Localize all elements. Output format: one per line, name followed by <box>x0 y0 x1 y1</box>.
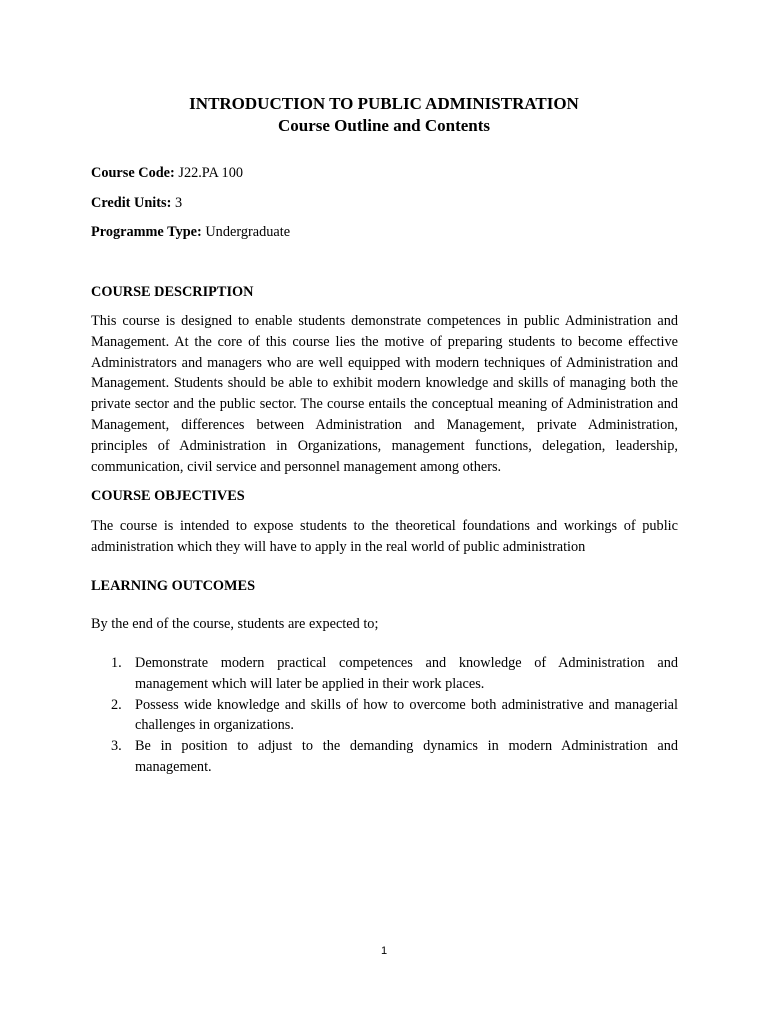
programme-type-value: Undergraduate <box>205 224 291 240</box>
list-item <box>91 695 678 737</box>
list-item-text: Possess wide knowledge and skills of how to overcome both administrative and managerial challenges in organizations. <box>135 696 678 734</box>
title-block <box>0 93 768 137</box>
learning-outcomes-intro: By the end of the course, students are expected to; <box>91 616 379 632</box>
course-description-heading: COURSE DESCRIPTION <box>91 284 254 300</box>
credit-units-label: Credit Units: <box>91 195 172 211</box>
document-subtitle: Course Outline and Contents <box>277 116 491 135</box>
learning-outcomes-list <box>91 653 678 778</box>
list-item <box>91 736 678 778</box>
credit-units-value: 3 <box>174 195 183 211</box>
programme-type-line <box>91 223 290 241</box>
list-item-text: Be in position to adjust to the demanding dynamics in modern Administration and management. <box>135 738 678 775</box>
course-code-label: Course Code: <box>91 165 175 181</box>
programme-type-label: Programme Type: <box>91 224 202 240</box>
list-item-text: Demonstrate modern practical competences and knowledge of Administration and management which will later be applied in their work places. <box>135 655 678 692</box>
learning-outcomes-heading: LEARNING OUTCOMES <box>91 578 256 594</box>
list-item-number: 2. <box>111 696 122 713</box>
course-objectives-text: The course is intended to expose students to the theoretical foundations and workings of public administration which they will have to apply in the real world of public administration <box>91 518 678 555</box>
course-description-text: This course is designed to enable students demonstrate competences in public Administration and Management. At the core of this course lies the motive of preparing students to become effective Administrators and managers who are well equipped with modern techniques of Administration and Management. Students should be able to exhibit modern knowledge and skills of managing both the private sector and the public sector. The course entails the conceptual meaning of Administration and Management, differences between Administration and Management, private Administration, principles of Administration in Organizations, management functions, delegation, leadership, communication, civil service and personnel management among others. <box>91 313 678 475</box>
list-item <box>91 653 678 695</box>
course-objectives-heading: COURSE OBJECTIVES <box>91 488 245 504</box>
document-title: INTRODUCTION TO PUBLIC ADMINISTRATION <box>189 94 579 113</box>
list-item-number: 3. <box>111 738 122 755</box>
credit-units-line <box>91 194 182 212</box>
course-code-value: J22.PA 100 <box>178 165 244 181</box>
page-number: 1 <box>380 945 388 957</box>
list-item-number: 1. <box>111 655 122 671</box>
course-code-line <box>91 164 243 182</box>
